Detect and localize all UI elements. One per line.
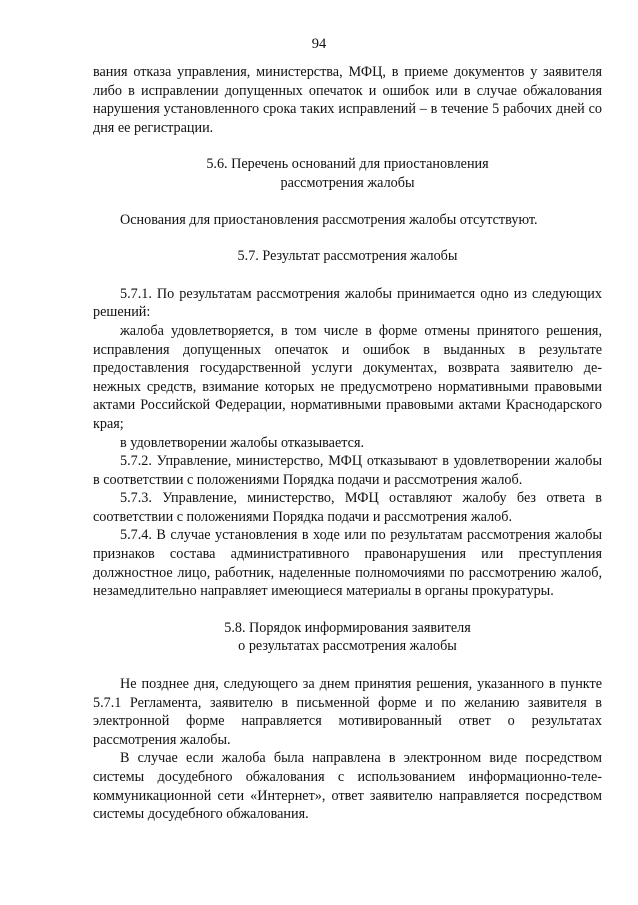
paragraph-complaint-satisfied: жалоба удовлетворяется, в том числе в форме отмены принятого решения, исправления допущенных опечаток и ошибок в выданных в результате предоставления государственной услуги документах, возврата заявителю денежных средств, взимание которых не предусмотрено нормативными правовыми актами Российской Федерации, нормативными правовыми актами Краснодарского края; [93, 322, 602, 432]
page-number: 94 [311, 36, 327, 52]
section-5-6-heading-line2: рассмотрения жалобы [280, 174, 415, 191]
section-5-8-paragraph-2: В случае если жалоба была направлена в электронном виде посредством системы досудебного обжалования с использованием информационно-телекоммуникационной сети «Интернет», ответ заявителю направляется посредством системы досудебного обжалования. [93, 750, 602, 823]
paragraph-complaint-refused: в удовлетворении жалобы отказывается. [120, 434, 365, 451]
section-5-8-heading-line2: о результатах рассмотрения жалобы [238, 638, 457, 655]
section-5-8-heading-line1: 5.8. Порядок информирования заявителя [224, 619, 471, 636]
paragraph-5-7-1: 5.7.1. По результатам рассмотрения жалобы принимается одно из следующих решений: [93, 285, 602, 321]
section-5-8-heading [93, 619, 602, 656]
intro-paragraph: вания отказа управления, министерства, МФЦ, в приеме документов у заявителя либо в исправлении допущенных опечаток и ошибок или в случае обжалования нарушения установленного срока таких исправлений – в течение 5 рабочих дней со дня ее регистрации. [93, 64, 602, 136]
document-body [93, 63, 602, 824]
section-5-6-heading [93, 155, 602, 192]
section-5-7-heading: 5.7. Результат рассмотрения жалобы [237, 248, 458, 265]
paragraph-5-7-3: 5.7.3. Управление, министерство, МФЦ оставляют жалобу без ответа в соответствии с положениями Порядка подачи и рассмотрения жалоб. [93, 490, 602, 525]
paragraph-5-7-4: 5.7.4. В случае установления в ходе или по результатам рассмотрения жалобы признаков состава административного правонарушения или преступления должностное лицо, работник, наделенные полномочиями по рассмотрению жалоб, незамедлительно направляет имеющиеся материалы в органы прокуратуры. [93, 527, 602, 600]
section-5-6-text: Основания для приостановления рассмотрения жалобы отсутствуют. [120, 211, 538, 228]
section-5-8-paragraph-1: Не позднее дня, следующего за днем принятия решения, указанного в пункте 5.7.1 Регламента, заявителю в письменной форме и по желанию заявителя в электронной форме направляется мотивированный ответ о результатах рассмотрения жалобы. [93, 676, 602, 748]
section-5-6-heading-line1: 5.6. Перечень оснований для приостановления [206, 156, 489, 173]
paragraph-5-7-2: 5.7.2. Управление, министерство, МФЦ отказывают в удовлетворении жалобы в соответствии с положениями Порядка подачи и рассмотрения жалоб. [93, 453, 602, 488]
